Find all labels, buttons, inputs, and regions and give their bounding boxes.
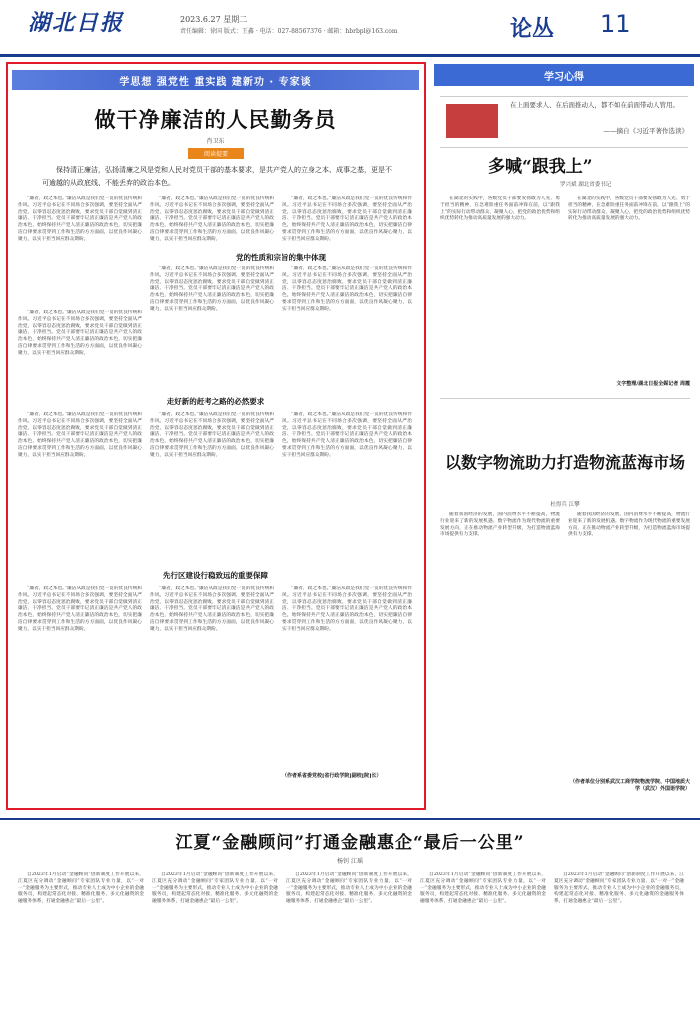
main-article-title: 做干净廉洁的人民勤务员 (94, 107, 337, 132)
article-body-col4: “廉者，政之本也。”廉洁从政是我们党一贯的优良传统和作风。习近平总书记在不同场合多次强调，要坚持全面从严治党，以零容忍态度惩治腐败，要求党员干部自觉做到清正廉洁、干净担当。党员干部要牢记清正廉洁是共产党人的政治本色，始终保持共产党人清正廉洁的政治本色，切实把廉洁自律要求贯穿到工作和生活的方方面面，以优良作风凝心聚力，以实干担当回应群众期盼。 (150, 266, 274, 312)
bottom-body-col2: 自2023年1月启动“金融顾问”创新制度工作开展以来，江夏区充分调动“金融顾问”专家团队专业力量，以“一对一”金融服务为主要形式，推动专业人士成为中小企业的金融服务员，构建起常态化对接、精准化服务、多元化融资的金融服务体系，打通金融惠企“最后一公里”。 (152, 872, 278, 905)
quote-text: 在上面要求人、在后面推动人，都不如在前面带动人管用。 (510, 101, 679, 109)
article-body-col1: “廉者，政之本也。”廉洁从政是我们党一贯的优良传统和作风。习近平总书记在不同场合多次强调，要坚持全面从严治党，以零容忍态度惩治腐败，要求党员干部自觉做到清正廉洁、干净担当。党员干部要牢记清正廉洁是共产党人的政治本色，始终保持共产党人清正廉洁的政治本色，切实把廉洁自律要求贯穿到工作和生活的方方面面，以优良作风凝心聚力，以实干担当回应群众期盼。 (18, 196, 142, 242)
bottom-article-byline: 杨钊 江瑶 (337, 858, 363, 865)
bottom-body-col1: 自2023年1月启动“金融顾问”创新制度工作开展以来，江夏区充分调动“金融顾问”专家团队专业力量，以“一对一”金融服务为主要形式，推动专业人士成为中小企业的金融服务员，构建起常态化对接、精准化服务、多元化融资的金融服务体系，打通金融惠企“最后一公里”。 (18, 872, 144, 905)
reading-summary-tag-label: 阅读提要 (203, 151, 228, 158)
article-body-col9: “廉者，政之本也。”廉洁从政是我们党一贯的优良传统和作风。习近平总书记在不同场合多次强调，要坚持全面从严治党，以零容忍态度惩治腐败，要求党员干部自觉做到清正廉洁、干净担当。党员干部要牢记清正廉洁是共产党人的政治本色，始终保持共产党人清正廉洁的政治本色，切实把廉洁自律要求贯穿到工作和生活的方方面面，以优良作风凝心聚力，以实干担当回应群众期盼。 (282, 412, 412, 458)
article-body-col3: “廉者，政之本也。”廉洁从政是我们党一贯的优良传统和作风。习近平总书记在不同场合多次强调，要坚持全面从严治党，以零容忍态度惩治腐败，要求党员干部自觉做到清正廉洁、干净担当。党员干部要牢记清正廉洁是共产党人的政治本色，始终保持共产党人清正廉洁的政治本色，切实把廉洁自律要求贯穿到工作和生活的方方面面，以优良作风凝心聚力，以实干担当回应群众期盼。 (282, 196, 412, 242)
article-body-col8: “廉者，政之本也。”廉洁从政是我们党一贯的优良传统和作风。习近平总书记在不同场合多次强调，要坚持全面从严治党，以零容忍态度惩治腐败，要求党员干部自觉做到清正廉洁、干净担当。党员干部要牢记清正廉洁是共产党人的政治本色，始终保持共产党人清正廉洁的政治本色，切实把廉洁自律要求贯穿到工作和生活的方方面面，以优良作风凝心聚力，以实干担当回应群众期盼。 (150, 412, 274, 458)
article-body-col2: “廉者，政之本也。”廉洁从政是我们党一贯的优良传统和作风。习近平总书记在不同场合多次强调，要坚持全面从严治党，以零容忍态度惩治腐败，要求党员干部自觉做到清正廉洁、干净担当。党员干部要牢记清正廉洁是共产党人的政治本色，始终保持共产党人清正廉洁的政治本色，切实把廉洁自律要求贯穿到工作和生活的方方面面，以优良作风凝心聚力，以实干担当回应群众期盼。 (150, 196, 274, 242)
bottom-article-title: 江夏“金融顾问”打通金融惠企“最后一公里” (175, 833, 525, 853)
article-body-col11: “廉者，政之本也。”廉洁从政是我们党一贯的优良传统和作风。习近平总书记在不同场合多次强调，要坚持全面从严治党，以零容忍态度惩治腐败，要求党员干部自觉做到清正廉洁、干净担当。党员干部要牢记清正廉洁是共产党人的政治本色，始终保持共产党人清正廉洁的政治本色，切实把廉洁自律要求贯穿到工作和生活的方方面面，以优良作风凝心聚力，以实干担当回应群众期盼。 (150, 586, 274, 632)
page-number: 11 (600, 10, 631, 38)
article1-title: 多喊“跟我上” (488, 157, 593, 177)
article2-body-col2: 随着我国经济的发展，国内消费水平不断提高，物流行业迎来了新的发展机遇。数字物流作为现代物流的重要发展方向，正在推动物流产业转型升级，为打造物流蓝海市场提供有力支撑。 (568, 512, 690, 538)
article1-body-col2: 在湖北的实践中，各级党员干部要发扬敢为人先、勇于担当的精神，在急难险重任务面前冲锋在前，以“跟我上”的实际行动带动群众、凝聚人心，把党的政治优势和组织优势转化为推动高质量发展的强大动力。 (568, 196, 690, 222)
subhead-1: 党的性质和宗旨的集中体现 (236, 253, 326, 262)
study-notes-title: 学习心得 (544, 72, 584, 83)
article-lead: 保持清正廉洁，弘扬清廉之风是党和人民对党员干部的基本要求，是共产党人的立身之本、成事之基，更是不可逾越的从政底线、不能丢弃的政治本色。 (42, 166, 392, 187)
bottom-body-col5: 自2023年1月启动“金融顾问”创新制度工作开展以来，江夏区充分调动“金融顾问”专家团队专业力量，以“一对一”金融服务为主要形式，推动专业人士成为中小企业的金融服务员，构建起常态化对接、精准化服务、多元化融资的金融服务体系，打通金融惠企“最后一公里”。 (554, 872, 684, 905)
article-body-col5: “廉者，政之本也。”廉洁从政是我们党一贯的优良传统和作风。习近平总书记在不同场合多次强调，要坚持全面从严治党，以零容忍态度惩治腐败，要求党员干部自觉做到清正廉洁、干净担当。党员干部要牢记清正廉洁是共产党人的政治本色，始终保持共产党人清正廉洁的政治本色，切实把廉洁自律要求贯穿到工作和生活的方方面面，以优良作风凝心聚力，以实干担当回应群众期盼。 (282, 266, 412, 312)
bottom-rule (0, 818, 700, 820)
issue-date: 2023.6.27 星期二 (180, 15, 248, 24)
masthead-rule (0, 54, 700, 57)
article2-title: 以数字物流助力打造物流蓝海市场 (444, 453, 685, 472)
section-name: 论丛 (510, 17, 555, 42)
bottom-body-col3: 自2023年1月启动“金融顾问”创新制度工作开展以来，江夏区充分调动“金融顾问”专家团队专业力量，以“一对一”金融服务为主要形式，推动专业人士成为中小企业的金融服务员，构建起常态化对接、精准化服务、多元化融资的金融服务体系，打通金融惠企“最后一公里”。 (286, 872, 412, 905)
bottom-body-col4: 自2023年1月启动“金融顾问”创新制度工作开展以来，江夏区充分调动“金融顾问”专家团队专业力量，以“一对一”金融服务为主要形式，推动专业人士成为中小企业的金融服务员，构建起常态化对接、精准化服务、多元化融资的金融服务体系，打通金融惠企“最后一公里”。 (420, 872, 546, 905)
newspaper-logo: 湖北日报 (28, 10, 125, 36)
column-banner-text: 学思想 强党性 重实践 建新功 · 专家谈 (119, 77, 312, 88)
article1-byline: 罗兴斌 湖北省委书记 (560, 182, 612, 188)
editor-info: 责任编辑：徐国 版式：王鑫 · 电话：027-88567376 · 邮箱：hbrbpl@163.com (180, 28, 398, 35)
right-divider (440, 398, 690, 399)
article-body-col6: “廉者，政之本也。”廉洁从政是我们党一贯的优良传统和作风。习近平总书记在不同场合多次强调，要坚持全面从严治党，以零容忍态度惩治腐败，要求党员干部自觉做到清正廉洁、干净担当。党员干部要牢记清正廉洁是共产党人的政治本色，始终保持共产党人清正廉洁的政治本色，切实把廉洁自律要求贯穿到工作和生活的方方面面，以优良作风凝心聚力，以实干担当回应群众期盼。 (18, 310, 142, 356)
article2-byline: 杜得兵 江攀 (550, 502, 580, 508)
quote-source: ——摘自《习近平著作选读》 (603, 127, 688, 135)
article-body-col12: “廉者，政之本也。”廉洁从政是我们党一贯的优良传统和作风。习近平总书记在不同场合多次强调，要坚持全面从严治党，以零容忍态度惩治腐败，要求党员干部自觉做到清正廉洁、干净担当。党员干部要牢记清正廉洁是共产党人的政治本色，始终保持共产党人清正廉洁的政治本色，切实把廉洁自律要求贯穿到工作和生活的方方面面，以优良作风凝心聚力，以实干担当回应群众期盼。 (282, 586, 412, 632)
article1-credit: 文字整理/湖北日报全媒记者 周霞 (616, 381, 690, 387)
subhead-2: 走好新的赶考之路的必然要求 (166, 397, 265, 406)
main-article-credit: （作者系省委党校[省行政学院]副校[院]长） (282, 773, 382, 779)
subhead-3: 先行区建设行稳致远的重要保障 (163, 571, 268, 580)
article2-body-col1: 随着我国经济的发展，国内消费水平不断提高，物流行业迎来了新的发展机遇。数字物流作为现代物流的重要发展方向，正在推动物流产业转型升级，为打造物流蓝海市场提供有力支撑。 (440, 512, 560, 538)
article1-body-col1: 在湖北的实践中，各级党员干部要发扬敢为人先、勇于担当的精神，在急难险重任务面前冲锋在前，以“跟我上”的实际行动带动群众、凝聚人心，把党的政治优势和组织优势转化为推动高质量发展的强大动力。 (440, 196, 560, 222)
article2-credit: （作者单位分别系武汉工商学院物流学院、中国地质大学（武汉）外国语学院） (569, 779, 690, 792)
article-body-col10: “廉者，政之本也。”廉洁从政是我们党一贯的优良传统和作风。习近平总书记在不同场合多次强调，要坚持全面从严治党，以零容忍态度惩治腐败，要求党员干部自觉做到清正廉洁、干净担当。党员干部要牢记清正廉洁是共产党人的政治本色，始终保持共产党人清正廉洁的政治本色，切实把廉洁自律要求贯穿到工作和生活的方方面面，以优良作风凝心聚力，以实干担当回应群众期盼。 (18, 586, 142, 632)
article-body-col7: “廉者，政之本也。”廉洁从政是我们党一贯的优良传统和作风。习近平总书记在不同场合多次强调，要坚持全面从严治党，以零容忍态度惩治腐败，要求党员干部自觉做到清正廉洁、干净担当。党员干部要牢记清正廉洁是共产党人的政治本色，始终保持共产党人清正廉洁的政治本色，切实把廉洁自律要求贯穿到工作和生活的方方面面，以优良作风凝心聚力，以实干担当回应群众期盼。 (18, 412, 142, 458)
quote-portrait-image (446, 104, 498, 138)
main-article-author: 肖卫东 (206, 138, 225, 145)
